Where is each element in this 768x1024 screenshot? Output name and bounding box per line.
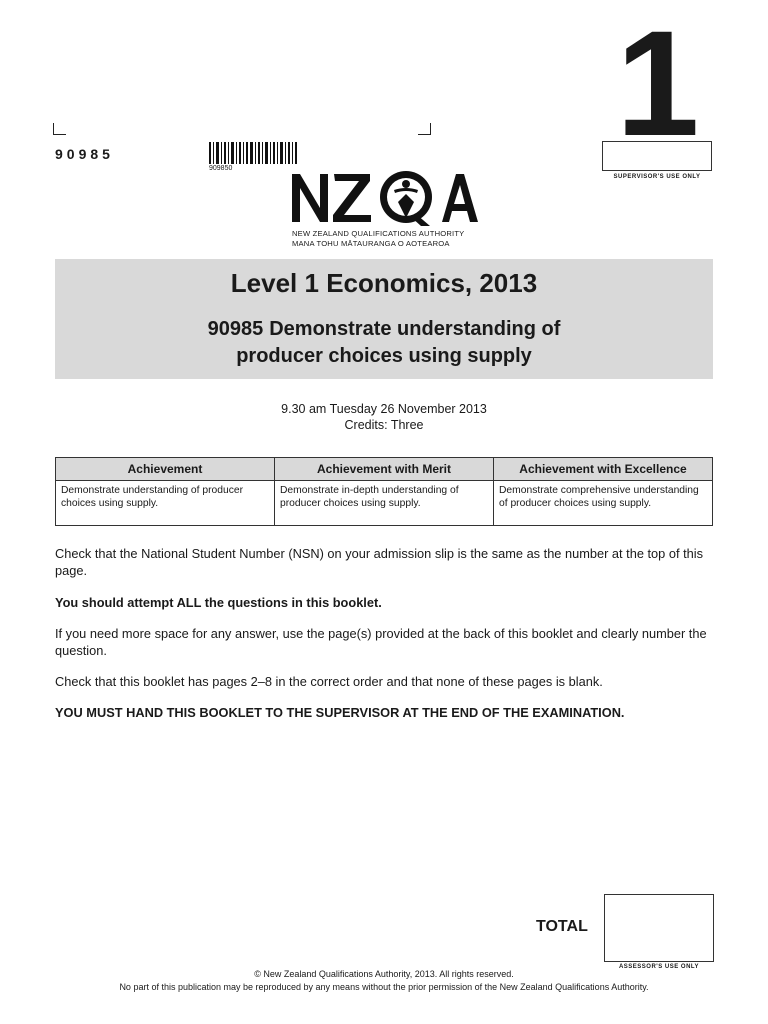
instruction-hand-in: YOU MUST HAND THIS BOOKLET TO THE SUPERVISOR AT THE END OF THE EXAMINATION. [55, 705, 625, 720]
table-header: Achievement with Merit [275, 458, 494, 481]
instruction-more-space: If you need more space for any answer, use the page(s) provided at the back of this booklet and clearly number the question. [55, 626, 707, 658]
table-header: Achievement [56, 458, 275, 481]
exam-credits: Credits: Three [344, 418, 424, 432]
exam-title: Level 1 Economics, 2013 [230, 268, 538, 298]
crop-mark-right [418, 123, 431, 135]
table-header: Achievement with Excellence [494, 458, 713, 481]
table-cell: Demonstrate understanding of producer choices using supply. [56, 481, 275, 526]
standard-number: 90985 [207, 318, 264, 340]
achievement-table [55, 457, 713, 526]
standard-title-line1: Demonstrate understanding of [269, 318, 561, 340]
nzqa-logo [290, 166, 480, 226]
exam-code: 90985 [55, 146, 114, 162]
standard-title-line2: producer choices using supply [236, 345, 532, 367]
supervisor-box[interactable] [602, 141, 712, 171]
instruction-attempt-all: You should attempt ALL the questions in this booklet. [55, 595, 382, 610]
copyright-notice: © New Zealand Qualifications Authority, 2013. All rights reserved. [254, 969, 514, 979]
logo-text-maori: MANA TOHU MĀTAURANGA O AOTEAROA [292, 239, 450, 248]
paper-number: 1 [616, 0, 700, 167]
total-box[interactable] [604, 894, 714, 962]
logo-text-english: NEW ZEALAND QUALIFICATIONS AUTHORITY [292, 229, 465, 238]
reproduction-notice: No part of this publication may be reproduced by any means without the prior permission of the New Zealand Qualifications Authority. [119, 982, 649, 992]
exam-date: 9.30 am Tuesday 26 November 2013 [281, 402, 487, 416]
supervisor-label: SUPERVISOR'S USE ONLY [613, 174, 701, 180]
table-cell: Demonstrate in-depth understanding of producer choices using supply. [275, 481, 494, 526]
assessor-label: ASSESSOR'S USE ONLY [618, 964, 700, 970]
instruction-check-pages: Check that this booklet has pages 2–8 in the correct order and that none of these pages is blank. [55, 674, 603, 689]
table-cell: Demonstrate comprehensive understanding of producer choices using supply. [494, 481, 713, 526]
standard-title [55, 316, 713, 370]
instruction-nsn: Check that the National Student Number (NSN) on your admission slip is the same as the number at the top of this page. [55, 546, 703, 578]
barcode-number: 909850 [209, 165, 233, 172]
total-label: TOTAL [536, 918, 588, 935]
barcode-icon [209, 142, 299, 164]
crop-mark-left [53, 123, 66, 135]
